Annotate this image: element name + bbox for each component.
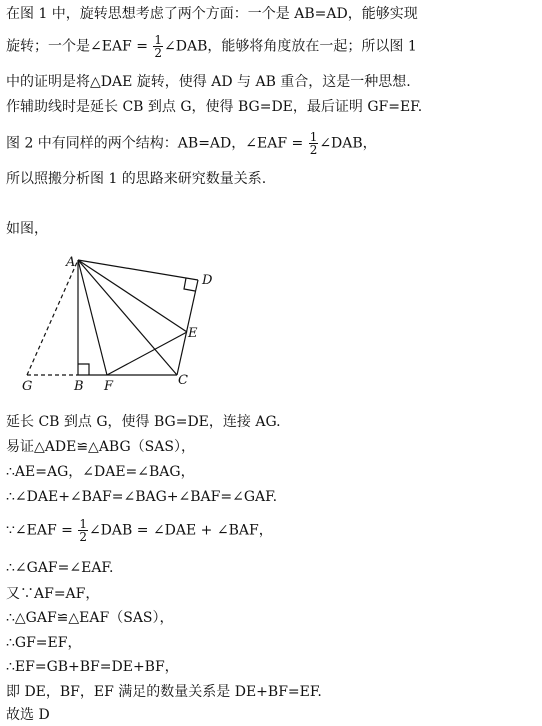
- label-D: D: [202, 273, 213, 288]
- solution-line-10: ∴EF=GB+BF=DE+BF，: [6, 659, 179, 675]
- solution-line-6: ∴∠GAF=∠EAF.: [6, 560, 114, 576]
- label-A: A: [66, 255, 76, 270]
- geometry-figure: [12, 252, 252, 402]
- segment-AD: [78, 260, 198, 280]
- intro-line-5-end: ∠DAB，: [319, 135, 377, 152]
- solution-line-5-start: ∵∠EAF =: [6, 522, 78, 539]
- fraction-denominator: 2: [154, 46, 163, 60]
- label-C: C: [178, 373, 188, 388]
- right-angle-mark-D: [184, 278, 195, 291]
- solution-line-2: 易证△ADE≌△ABG（SAS），: [6, 439, 195, 455]
- segment-GA: [27, 260, 78, 375]
- fraction-half: [153, 34, 163, 59]
- solution-line-4: ∴∠DAE+∠BAF=∠BAG+∠BAF=∠GAF.: [6, 489, 278, 505]
- fraction-numerator: 1: [79, 517, 87, 531]
- intro-line-5-start: 图 2 中有同样的两个结构：AB=AD，∠EAF =: [6, 135, 308, 152]
- solution-line-12: 故选 D: [6, 707, 50, 723]
- fraction-numerator: 1: [154, 33, 163, 47]
- solution-line-9: ∴GF=EF，: [6, 635, 82, 651]
- label-G: G: [22, 379, 33, 394]
- solution-line-3: ∴AE=AG，∠DAE=∠BAG，: [6, 464, 195, 480]
- intro-line-6: 所以照搬分析图 1 的思路来研究数量关系.: [6, 171, 267, 187]
- intro-line-5: [6, 131, 377, 156]
- figure-intro: 如图，: [6, 221, 48, 237]
- solution-line-5: [6, 518, 273, 543]
- intro-line-1: 在图 1 中，旋转思想考虑了两个方面：一个是 AB=AD，能够实现: [6, 6, 418, 22]
- label-F: F: [104, 379, 114, 394]
- intro-line-2: [6, 34, 417, 59]
- intro-line-4: 作辅助线时是延长 CB 到点 G，使得 BG=DE，最后证明 GF=EF.: [6, 99, 423, 115]
- segment-FE: [107, 332, 187, 375]
- intro-line-3: 中的证明是将△DAE 旋转，使得 AD 与 AB 重合，这是一种思想.: [6, 74, 411, 90]
- right-angle-mark-B: [78, 364, 89, 375]
- fraction-half: [78, 518, 88, 543]
- fraction-half: [309, 131, 319, 156]
- solution-line-8: ∴△GAF≌△EAF（SAS），: [6, 610, 174, 626]
- segment-AE: [78, 260, 187, 332]
- label-B: B: [74, 379, 84, 394]
- intro-line-2-end: ∠DAB，能够将角度放在一起；所以图 1: [164, 38, 417, 55]
- intro-line-2-start: 旋转；一个是∠EAF =: [6, 38, 153, 55]
- fraction-denominator: 2: [309, 143, 318, 157]
- label-E: E: [188, 326, 198, 341]
- fraction-numerator: 1: [309, 130, 318, 144]
- solution-line-7: 又∵AF=AF，: [6, 586, 100, 602]
- fraction-denominator: 2: [79, 530, 87, 544]
- solution-line-1: 延长 CB 到点 G，使得 BG=DE，连接 AG.: [6, 414, 281, 430]
- solution-line-11: 即 DE，BF，EF 满足的数量关系是 DE+BF=EF.: [6, 684, 322, 700]
- solution-line-5-end: ∠DAB = ∠DAE + ∠BAF，: [88, 522, 273, 539]
